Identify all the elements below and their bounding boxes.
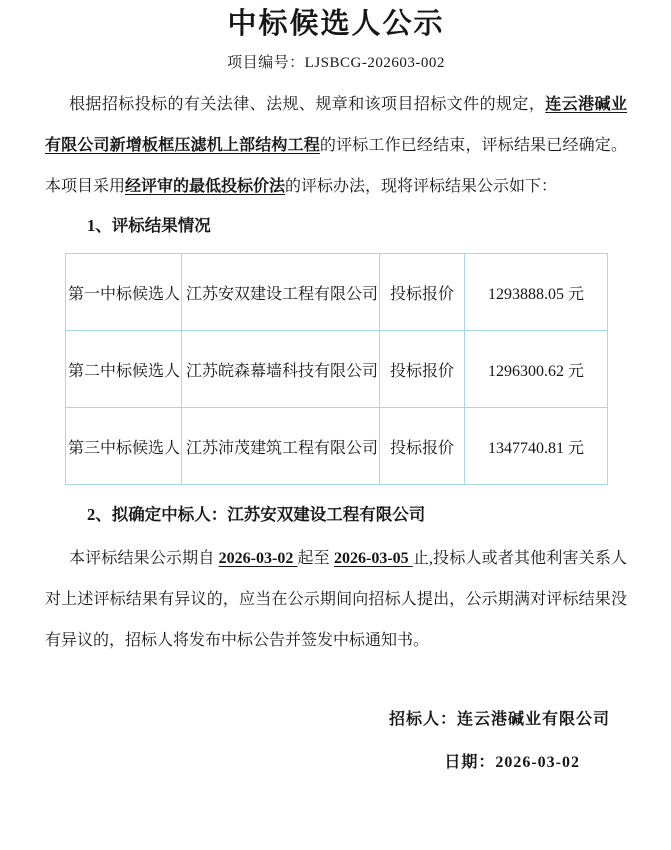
candidate-rank-cell: 第三中标候选人 (66, 408, 182, 485)
price-label-cell: 投标报价 (380, 408, 465, 485)
project-number: 项目编号：LJSBCG-202603-002 (227, 55, 445, 71)
company-name-cell: 江苏皖森幕墙科技有限公司 (182, 331, 380, 408)
candidate-rank-cell: 第一中标候选人 (66, 254, 182, 331)
intro-paragraph (45, 84, 627, 207)
table-row-first-candidate (66, 254, 608, 331)
intro-text-post: 的评标办法，现将评标结果公示如下： (285, 178, 558, 195)
table-row-third-candidate (66, 408, 608, 485)
section2-heading: 2、拟确定中标人：江苏安双建设工程有限公司 (87, 505, 426, 524)
notice-paragraph (45, 538, 627, 661)
bid-results-table (65, 253, 608, 485)
section1-heading: 1、评标结果情况 (87, 216, 211, 235)
price-value-cell: 1293888.05 元 (465, 254, 608, 331)
project-name-emphasis: 连云港碱业有限公司新增板框压滤机上部结构工程 (45, 96, 627, 154)
page-title: 中标候选人公示 (227, 8, 445, 40)
price-value-cell: 1296300.62 元 (465, 331, 608, 408)
evaluation-method-emphasis: 经评审的最低投标价法 (125, 178, 286, 195)
intro-text-mid: 的评标工作已经结束，评标结果已经确定。本项目采用 (45, 137, 627, 195)
company-name-cell: 江苏安双建设工程有限公司 (182, 254, 380, 331)
price-value-cell: 1347740.81 元 (465, 408, 608, 485)
price-label-cell: 投标报价 (380, 254, 465, 331)
bidder-signature: 招标人：连云港碱业有限公司 (388, 711, 610, 728)
price-label-cell: 投标报价 (380, 331, 465, 408)
table-row-second-candidate (66, 331, 608, 408)
company-name-cell: 江苏沛茂建筑工程有限公司 (182, 408, 380, 485)
notice-text-pre: 本评标结果公示期自 (69, 550, 219, 567)
candidate-rank-cell: 第二中标候选人 (66, 331, 182, 408)
intro-text-pre: 根据招标投标的有关法律、法规、规章和该项目招标文件的规定， (69, 96, 546, 113)
signature-date: 日期：2026-03-02 (444, 754, 580, 771)
publicity-start-date: 2026-03-02 (218, 550, 298, 567)
notice-text-mid: 起至 (297, 550, 334, 567)
publicity-end-date: 2026-03-05 (334, 550, 413, 567)
notice-text-post: 止,投标人或者其他利害关系人对上述评标结果有异议的，应当在公示期间向招标人提出，公示期满对评标结果没有异议的，招标人将发布中标公告并签发中标通知书。 (45, 550, 627, 649)
